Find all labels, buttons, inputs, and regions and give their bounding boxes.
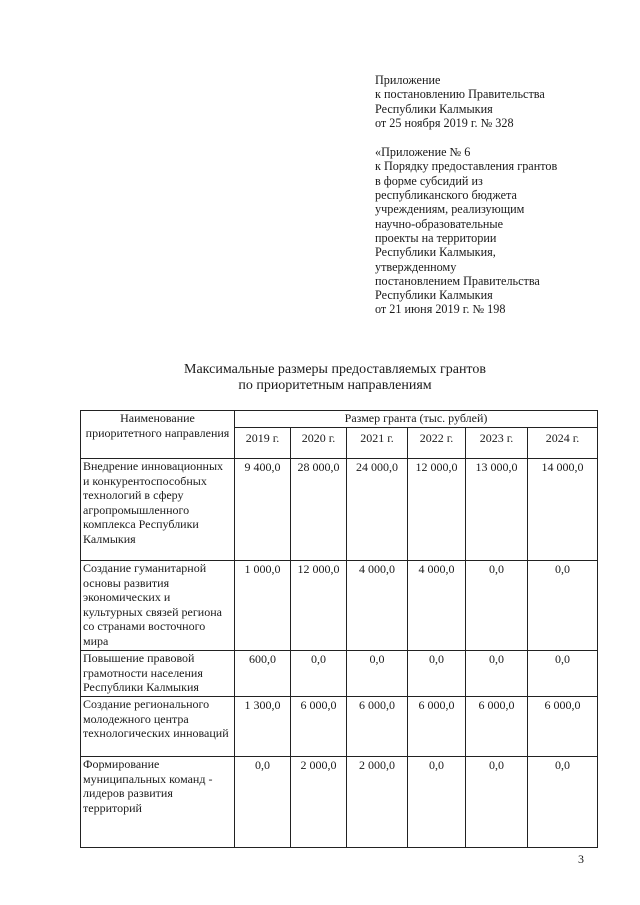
appendix-line: утвержденному [375, 259, 457, 274]
appendix-line: к Порядку предоставления грантов [375, 159, 558, 174]
row-direction-name: Повышение правовой грамотности населения Республики Калмыкия [81, 651, 235, 697]
appendix-line: республиканского бюджета [375, 188, 517, 203]
document-title [0, 362, 640, 394]
grant-value: 24 000,0 [347, 459, 408, 561]
grant-value: 0,0 [466, 561, 528, 651]
grant-value: 600,0 [235, 651, 291, 697]
name-column-header: Наименование приоритетного направления [81, 411, 235, 459]
grant-value: 2 000,0 [291, 757, 347, 848]
grant-value: 1 000,0 [235, 561, 291, 651]
grant-value: 0,0 [408, 757, 466, 848]
grant-value: 0,0 [528, 651, 598, 697]
row-direction-name: Формирование муниципальных команд - лидеров развития территорий [81, 757, 235, 848]
table-header-row [81, 411, 598, 428]
grant-value: 0,0 [347, 651, 408, 697]
table-row [81, 561, 598, 651]
appendix-line: Республики Калмыкия, [375, 245, 496, 260]
appendix-line: проекты на территории [375, 230, 497, 245]
title-line-1: Максимальные размеры предоставляемых грантов [184, 362, 486, 377]
appendix-line: учреждениям, реализующим [375, 202, 525, 217]
grant-value: 6 000,0 [528, 697, 598, 757]
appendix-line: в форме субсидий из [375, 173, 483, 188]
grant-value: 6 000,0 [466, 697, 528, 757]
grant-value: 0,0 [408, 651, 466, 697]
table-row [81, 651, 598, 697]
title-line-2: по приоритетным направлениям [238, 378, 432, 393]
grant-value: 12 000,0 [291, 561, 347, 651]
appendix-header [375, 73, 625, 317]
grant-value: 0,0 [291, 651, 347, 697]
row-direction-name: Создание гуманитарной основы развития экономических и культурных связей региона со странами восточного мира [81, 561, 235, 651]
appendix-resolution-reference [375, 73, 625, 130]
grant-value: 1 300,0 [235, 697, 291, 757]
grant-value: 4 000,0 [408, 561, 466, 651]
grant-value: 28 000,0 [291, 459, 347, 561]
appendix-line: постановлением Правительства [375, 273, 540, 288]
grant-value: 13 000,0 [466, 459, 528, 561]
grant-value: 14 000,0 [528, 459, 598, 561]
page-number: 3 [578, 852, 584, 866]
year-header: 2023 г. [466, 428, 528, 459]
grant-value: 0,0 [235, 757, 291, 848]
table-row [81, 757, 598, 848]
appendix-line: Приложение [375, 73, 441, 87]
appendix-line: Республики Калмыкия [375, 101, 493, 116]
row-direction-name: Внедрение инновационных и конкурентоспособных технологий в сферу агропромышленного комплекса Республики Калмыкия [81, 459, 235, 561]
year-header: 2022 г. [408, 428, 466, 459]
grant-value: 6 000,0 [291, 697, 347, 757]
appendix-line: «Приложение № 6 [375, 145, 471, 160]
grant-value: 6 000,0 [408, 697, 466, 757]
table-row [81, 697, 598, 757]
appendix-line: от 25 ноября 2019 г. № 328 [375, 115, 514, 130]
appendix-line: к постановлению Правительства [375, 87, 545, 102]
table-row [81, 459, 598, 561]
year-header: 2020 г. [291, 428, 347, 459]
appendix-line: Республики Калмыкия [375, 288, 493, 303]
grant-value: 4 000,0 [347, 561, 408, 651]
amount-column-header: Размер гранта (тыс. рублей) [235, 411, 598, 428]
grant-value: 12 000,0 [408, 459, 466, 561]
appendix-line: от 21 июня 2019 г. № 198 [375, 302, 506, 317]
grant-value: 2 000,0 [347, 757, 408, 848]
year-header: 2024 г. [528, 428, 598, 459]
row-direction-name: Создание регионального молодежного центра технологических инноваций [81, 697, 235, 757]
appendix-order-reference [375, 145, 625, 317]
grant-value: 0,0 [466, 757, 528, 848]
grant-value: 0,0 [466, 651, 528, 697]
year-header: 2021 г. [347, 428, 408, 459]
appendix-line: научно-образовательные [375, 216, 504, 231]
grant-value: 9 400,0 [235, 459, 291, 561]
grant-value: 0,0 [528, 561, 598, 651]
grant-value: 0,0 [528, 757, 598, 848]
grant-value: 6 000,0 [347, 697, 408, 757]
year-header: 2019 г. [235, 428, 291, 459]
grant-table [80, 410, 598, 848]
